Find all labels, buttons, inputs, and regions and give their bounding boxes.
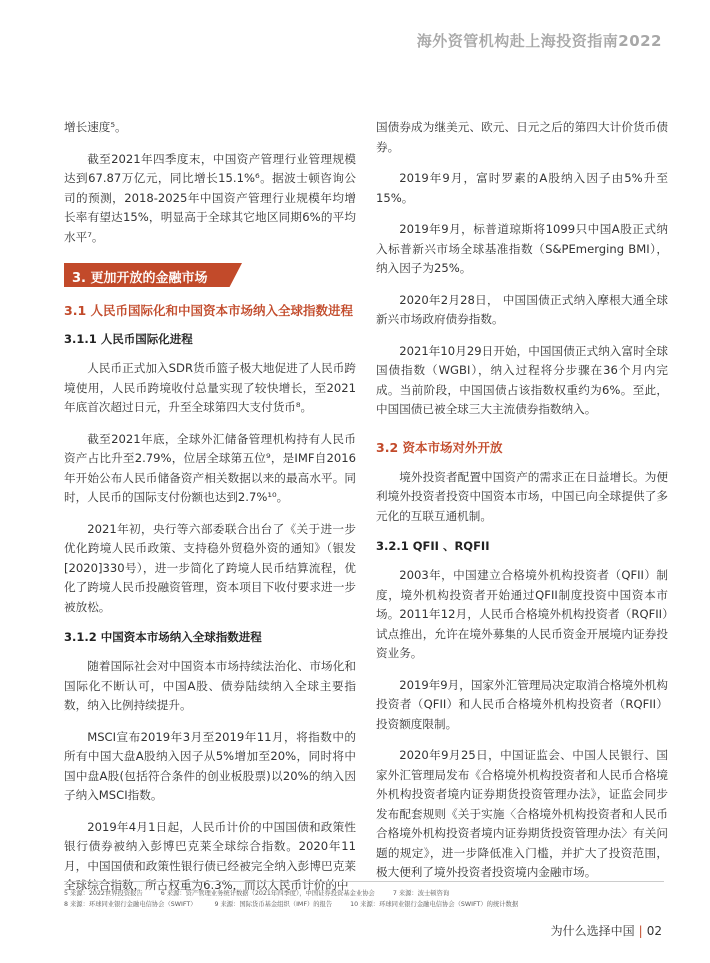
- subsection-title: 3.2 资本市场对外开放: [376, 439, 503, 455]
- paragraph: 随着国际社会对中国资本市场持续法治化、市场化和国际化不断认可，中国A股、债券陆续纳入全球主要指数，纳入比例持续提升。: [64, 659, 356, 712]
- page-number: 02: [646, 924, 662, 938]
- paragraph: 2003年，中国建立合格境外机构投资者（QFII）制度，境外机构投资者开始通过QFII制度投资中国资本市场。2011年12月，人民币合格境外机构投资者（RQFII）试点推出，允许在境外募集的人民币资金开展境内证券投资业务。: [376, 568, 668, 660]
- footer-label: 为什么选择中国: [550, 924, 635, 938]
- paragraph: 境外投资者配置中国资产的需求正在日益增长。为便利境外投资者投资中国资本市场，中国已向全球提供了多元化的互联互通机制。: [376, 469, 668, 523]
- footnote: 9 来源：国际货币基金组织（IMF）的报告: [214, 901, 333, 908]
- paragraph: 截至2021年四季度末，中国资产管理行业管理规模达到67.87万亿元，同比增长15.1%⁶。据波士顿咨询公司的预测，2018-2025年中国资产管理行业规模年均增长率有望达15%，明显高于全球其它地区同期6%的平均水平⁷。: [64, 151, 356, 244]
- footnote: 6 来源：资产管理业务统计数据（2021年四季度），中国证券投资基金业协会: [160, 890, 375, 897]
- subsubsection-title: 3.2.1 QFII 、RQFII: [376, 539, 490, 553]
- footnote: 5 来源：2022世界投资报告: [64, 890, 143, 897]
- paragraph: 2019年4月1日起，人民币计价的中国国债和政策性银行债券被纳入彭博巴克莱全球综合指数。2020年11月，中国国债和政策性银行债已经被完全纳入彭博巴克莱全球综合指数，所占权重为6.3%，而以人民币计价的中: [64, 819, 356, 892]
- subsubsection-title: 3.1.1 人民币国际化进程: [64, 332, 193, 346]
- paragraph: 截至2021年底，全球外汇储备管理机构持有人民币资产占比升至2.79%，位居全球第五位⁹，是IMF自2016年开始公布人民币储备资产相关数据以来的最高水平。同时，人民币的国际支付份额也达到2.7%¹⁰。: [64, 431, 356, 504]
- paragraph: 国债券成为继美元、欧元、日元之后的第四大计价货币债券。: [376, 120, 668, 154]
- right-column: [376, 118, 668, 895]
- paragraph: 2020年2月28日， 中国国债正式纳入摩根大通全球新兴市场政府债券指数。: [376, 292, 668, 326]
- paragraph: 2019年9月，标普道琼斯将1099只中国A股正式纳入标普新兴市场全球基准指数（S&PEmerging BMI），纳入因子为25%。: [376, 222, 668, 275]
- footnote: 7 来源：波士顿咨询: [392, 890, 450, 897]
- footnote-row: [64, 888, 664, 899]
- paragraph: 2019年9月，富时罗素的A股纳入因子由5%升至15%。: [376, 171, 668, 205]
- paragraph: 2021年初，央行等六部委联合出台了《关于进一步优化跨境人民币政策、支持稳外贸稳外资的通知》（银发[2020]330号），进一步简化了跨境人民币结算流程，优化了跨境人民币投融资管理，资本项目下收付要求进一步被放松。: [64, 521, 356, 614]
- paragraph: 增长速度⁵。: [64, 120, 127, 134]
- paragraph: 人民币正式加入SDR货币篮子极大地促进了人民币跨境使用，人民币跨境收付总量实现了较快增长，至2021年底首次超过日元，升至全球第四大支付货币⁸。: [64, 361, 356, 414]
- subsubsection-title: 3.1.2 中国资本市场纳入全球指数进程: [64, 630, 262, 644]
- footnote: 8 来源：环球同业银行金融电信协会（SWIFT）: [64, 901, 197, 908]
- section-heading: [64, 263, 356, 287]
- left-column: [64, 118, 356, 908]
- running-header: 海外资管机构赴上海投资指南2022: [416, 32, 662, 50]
- footnote-row: [64, 899, 664, 910]
- paragraph: MSCI宣布2019年3月至2019年11月，将指数中的所有中国大盘A股纳入因子从5%增加至20%，同时将中国中盘A股(包括符合条件的创业板股票)以20%的纳入因子纳入MSCI指数。: [64, 729, 356, 802]
- footnote: 10 来源：环球同业银行金融电信协会（SWIFT）的统计数据: [350, 901, 519, 908]
- paragraph: 2021年10月29日开始，中国国债正式纳入富时全球国债指数（WGBI），纳入过程将分步骤在36个月内完成。当前阶段，中国国债占该指数权重约为6%。至此，中国国债已被全球三大主流债券指数纳入。: [376, 343, 668, 416]
- page-footer: [551, 922, 662, 939]
- paragraph: 2019年9月，国家外汇管理局决定取消合格境外机构投资者（QFII）和人民币合格境外机构投资者（RQFII）投资额度限制。: [376, 677, 668, 731]
- section-heading-text: 3. 更加开放的金融市场: [72, 271, 208, 286]
- paragraph: 2020年9月25日，中国证监会、中国人民银行、国家外汇管理局发布《合格境外机构投资者和人民币合格境外机构投资者境内证券期货投资管理办法》，证监会同步发布配套规则《关于实施〈合格境外机构投资者和人民币合格境外机构投资者境内证券期货投资管理办法〉有关问题的规定》，进一步降低准入门槛，并扩大了投资范围，极大便利了境外投资者投资境内金融市场。: [376, 748, 668, 879]
- footer-separator: |: [638, 924, 643, 938]
- subsection-title: 3.1 人民币国际化和中国资本市场纳入全球指数进程: [64, 303, 353, 318]
- footnotes: [64, 881, 664, 910]
